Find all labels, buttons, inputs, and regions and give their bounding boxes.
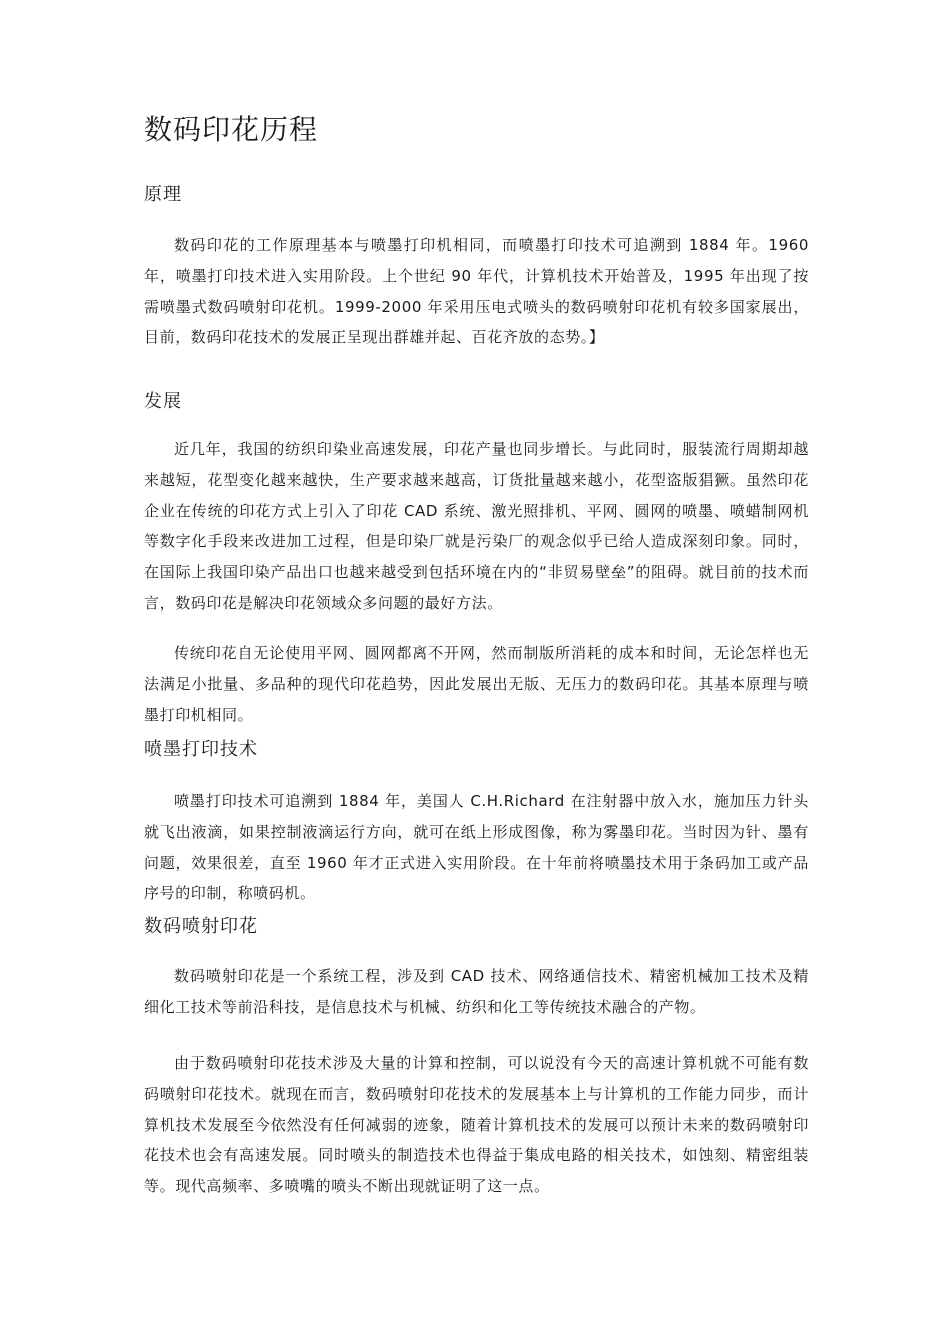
section-heading-inkjet: 喷墨打印技术 bbox=[144, 739, 258, 760]
paragraph-development-2: 传统印花自无论使用平网、圆网都离不开网，然而制版所消耗的成本和时间，无论怎样也无法满足小批量、多品种的现代印花趋势，因此发展出无版、无压力的数码印花。其基本原理与喷墨打印机相同。 bbox=[144, 644, 809, 724]
paragraph-development-1: 近几年，我国的纺织印染业高速发展，印花产量也同步增长。与此同时，服装流行周期却越来越短，花型变化越来越快，生产要求越来越高，订货批量越来越小，花型盗版猖獗。虽然印花企业在传统的印花方式上引入了印花 CAD 系统、激光照排机、平网、圆网的喷墨、喷蜡制网机等数字化手段来改进加工过程，但是印染厂就是污染厂的观念似乎已给人造成深刻印象。同时，在国际上我国印染产品出口也越来越受到包括环境在内的“非贸易壁垒”的阻碍。就目前的技术而言，数码印花是解决印花领域众多问题的最好方法。 bbox=[144, 440, 809, 612]
paragraph-digital-jet-1: 数码喷射印花是一个系统工程，涉及到 CAD 技术、网络通信技术、精密机械加工技术及精细化工技术等前沿科技，是信息技术与机械、纺织和化工等传统技术融合的产物。 bbox=[144, 967, 809, 1016]
section-heading-principle: 原理 bbox=[144, 184, 182, 205]
paragraph-digital-jet-2: 由于数码喷射印花技术涉及大量的计算和控制，可以说没有今天的高速计算机就不可能有数码喷射印花技术。就现在而言，数码喷射印花技术的发展基本上与计算机的工作能力同步，而计算机技术发展至今依然没有任何减弱的迹象，随着计算机技术的发展可以预计未来的数码喷射印花技术也会有高速发展。同时喷头的制造技术也得益于集成电路的相关技术，如蚀刻、精密组装等。现代高频率、多喷嘴的喷头不断出现就证明了这一点。 bbox=[144, 1054, 809, 1196]
section-heading-digital-jet-printing: 数码喷射印花 bbox=[144, 916, 258, 937]
document-title: 数码印花历程 bbox=[144, 113, 319, 146]
paragraph-principle-1: 数码印花的工作原理基本与喷墨打印机相同，而喷墨打印技术可追溯到 1884 年。1960 年，喷墨打印技术进入实用阶段。上个世纪 90 年代，计算机技术开始普及，1995 年出现了按需喷墨式数码喷射印花机。1999-2000 年采用压电式喷头的数码喷射印花机有较多国家展出，目前，数码印花技术的发展正呈现出群雄并起、百花齐放的态势。】 bbox=[144, 236, 809, 347]
paragraph-inkjet-1: 喷墨打印技术可追溯到 1884 年，美国人 C.H.Richard 在注射器中放入水，施加压力针头就飞出液滴，如果控制液滴运行方向，就可在纸上形成图像，称为雾墨印花。当时因为针、墨有问题，效果很差，直至 1960 年才正式进入实用阶段。在十年前将喷墨技术用于条码加工或产品序号的印制，称喷码机。 bbox=[144, 792, 809, 903]
section-heading-development: 发展 bbox=[144, 391, 182, 412]
